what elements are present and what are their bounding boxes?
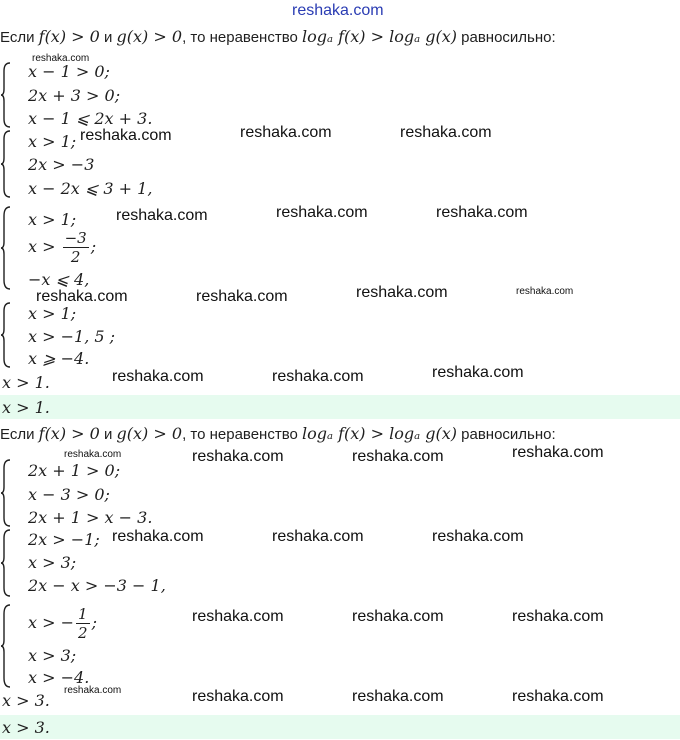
system4-line2: x > −1, 5 ;	[28, 327, 116, 346]
system-brace	[1, 459, 11, 527]
watermark: reshaka.com	[352, 448, 444, 465]
watermark: reshaka.com	[516, 286, 574, 297]
watermark: reshaka.com	[240, 124, 332, 141]
watermark: reshaka.com	[116, 207, 208, 224]
system-brace	[1, 529, 11, 597]
watermark: reshaka.com	[80, 127, 172, 144]
answer-1: x > 1.	[2, 398, 50, 417]
system-brace	[1, 206, 11, 290]
watermark: reshaka.com	[512, 608, 604, 625]
p2-system3-line2: x > 3;	[28, 646, 77, 665]
intro-text-1: Если f(x) > 0 и g(x) > 0, то неравенство logₐ f(x) > logₐ g(x) равносильно:	[0, 27, 556, 46]
watermark: reshaka.com	[432, 364, 524, 381]
watermark: reshaka.com	[512, 444, 604, 461]
watermark: reshaka.com	[192, 608, 284, 625]
system4-line1: x > 1;	[28, 304, 77, 323]
p2-system2-line2: x > 3;	[28, 553, 77, 572]
system1-line1: x − 1 > 0;	[28, 62, 110, 81]
system2-line1: x > 1;	[28, 132, 77, 151]
answer-band-1	[0, 395, 680, 419]
watermark: reshaka.com	[276, 204, 368, 221]
p2-system3-line3: x > −4.	[28, 668, 90, 687]
system-brace	[1, 130, 11, 198]
fraction: $\frac{1}{2}$	[78, 605, 88, 642]
system4-line3: x ⩾ −4.	[28, 349, 90, 368]
system3-line3: −x ⩽ 4,	[28, 270, 90, 289]
watermark: reshaka.com	[352, 688, 444, 705]
watermark: reshaka.com	[36, 288, 128, 305]
watermark: reshaka.com	[64, 449, 122, 460]
watermark: reshaka.com	[512, 688, 604, 705]
intro-text-2: Если f(x) > 0 и g(x) > 0, то неравенство logₐ f(x) > logₐ g(x) равносильно:	[0, 424, 556, 443]
p2-system3-line1: x > − $\frac{1}{2}$ ;	[28, 605, 97, 642]
system2-line3: x − 2x ⩽ 3 + 1,	[28, 179, 153, 198]
p2-system2-line1: 2x > −1;	[28, 530, 100, 549]
p2-system1-line1: 2x + 1 > 0;	[28, 461, 121, 480]
watermark: reshaka.com	[272, 528, 364, 545]
watermark: reshaka.com	[432, 528, 524, 545]
watermark: reshaka.com	[32, 53, 90, 64]
system-brace	[1, 302, 11, 368]
watermark: reshaka.com	[196, 288, 288, 305]
conclusion-1: x > 1.	[2, 373, 50, 392]
fraction: $\frac{-3}{2}$	[64, 229, 87, 266]
watermark: reshaka.com	[192, 448, 284, 465]
system3-line1: x > 1;	[28, 210, 77, 229]
watermark: reshaka.com	[352, 608, 444, 625]
system1-line3: x − 1 ⩽ 2x + 3.	[28, 109, 153, 128]
watermark: reshaka.com	[272, 368, 364, 385]
p2-system2-line3: 2x − x > −3 − 1,	[28, 576, 166, 595]
watermark: reshaka.com	[400, 124, 492, 141]
p2-system1-line3: 2x + 1 > x − 3.	[28, 508, 153, 527]
system1-line2: 2x + 3 > 0;	[28, 86, 121, 105]
system-brace	[1, 604, 11, 688]
system2-line2: 2x > −3	[28, 155, 95, 174]
watermark: reshaka.com	[112, 368, 204, 385]
watermark: reshaka.com	[192, 688, 284, 705]
site-header[interactable]: reshaka.com	[292, 2, 384, 19]
system-brace	[1, 62, 11, 128]
watermark: reshaka.com	[436, 204, 528, 221]
answer-band-2	[0, 715, 680, 739]
p2-system1-line2: x − 3 > 0;	[28, 485, 110, 504]
answer-2: x > 3.	[2, 718, 50, 737]
watermark: reshaka.com	[356, 284, 448, 301]
system3-line2: x > $\frac{-3}{2}$ ;	[28, 229, 97, 266]
watermark: reshaka.com	[64, 685, 122, 696]
watermark: reshaka.com	[112, 528, 204, 545]
conclusion-2: x > 3.	[2, 691, 50, 710]
